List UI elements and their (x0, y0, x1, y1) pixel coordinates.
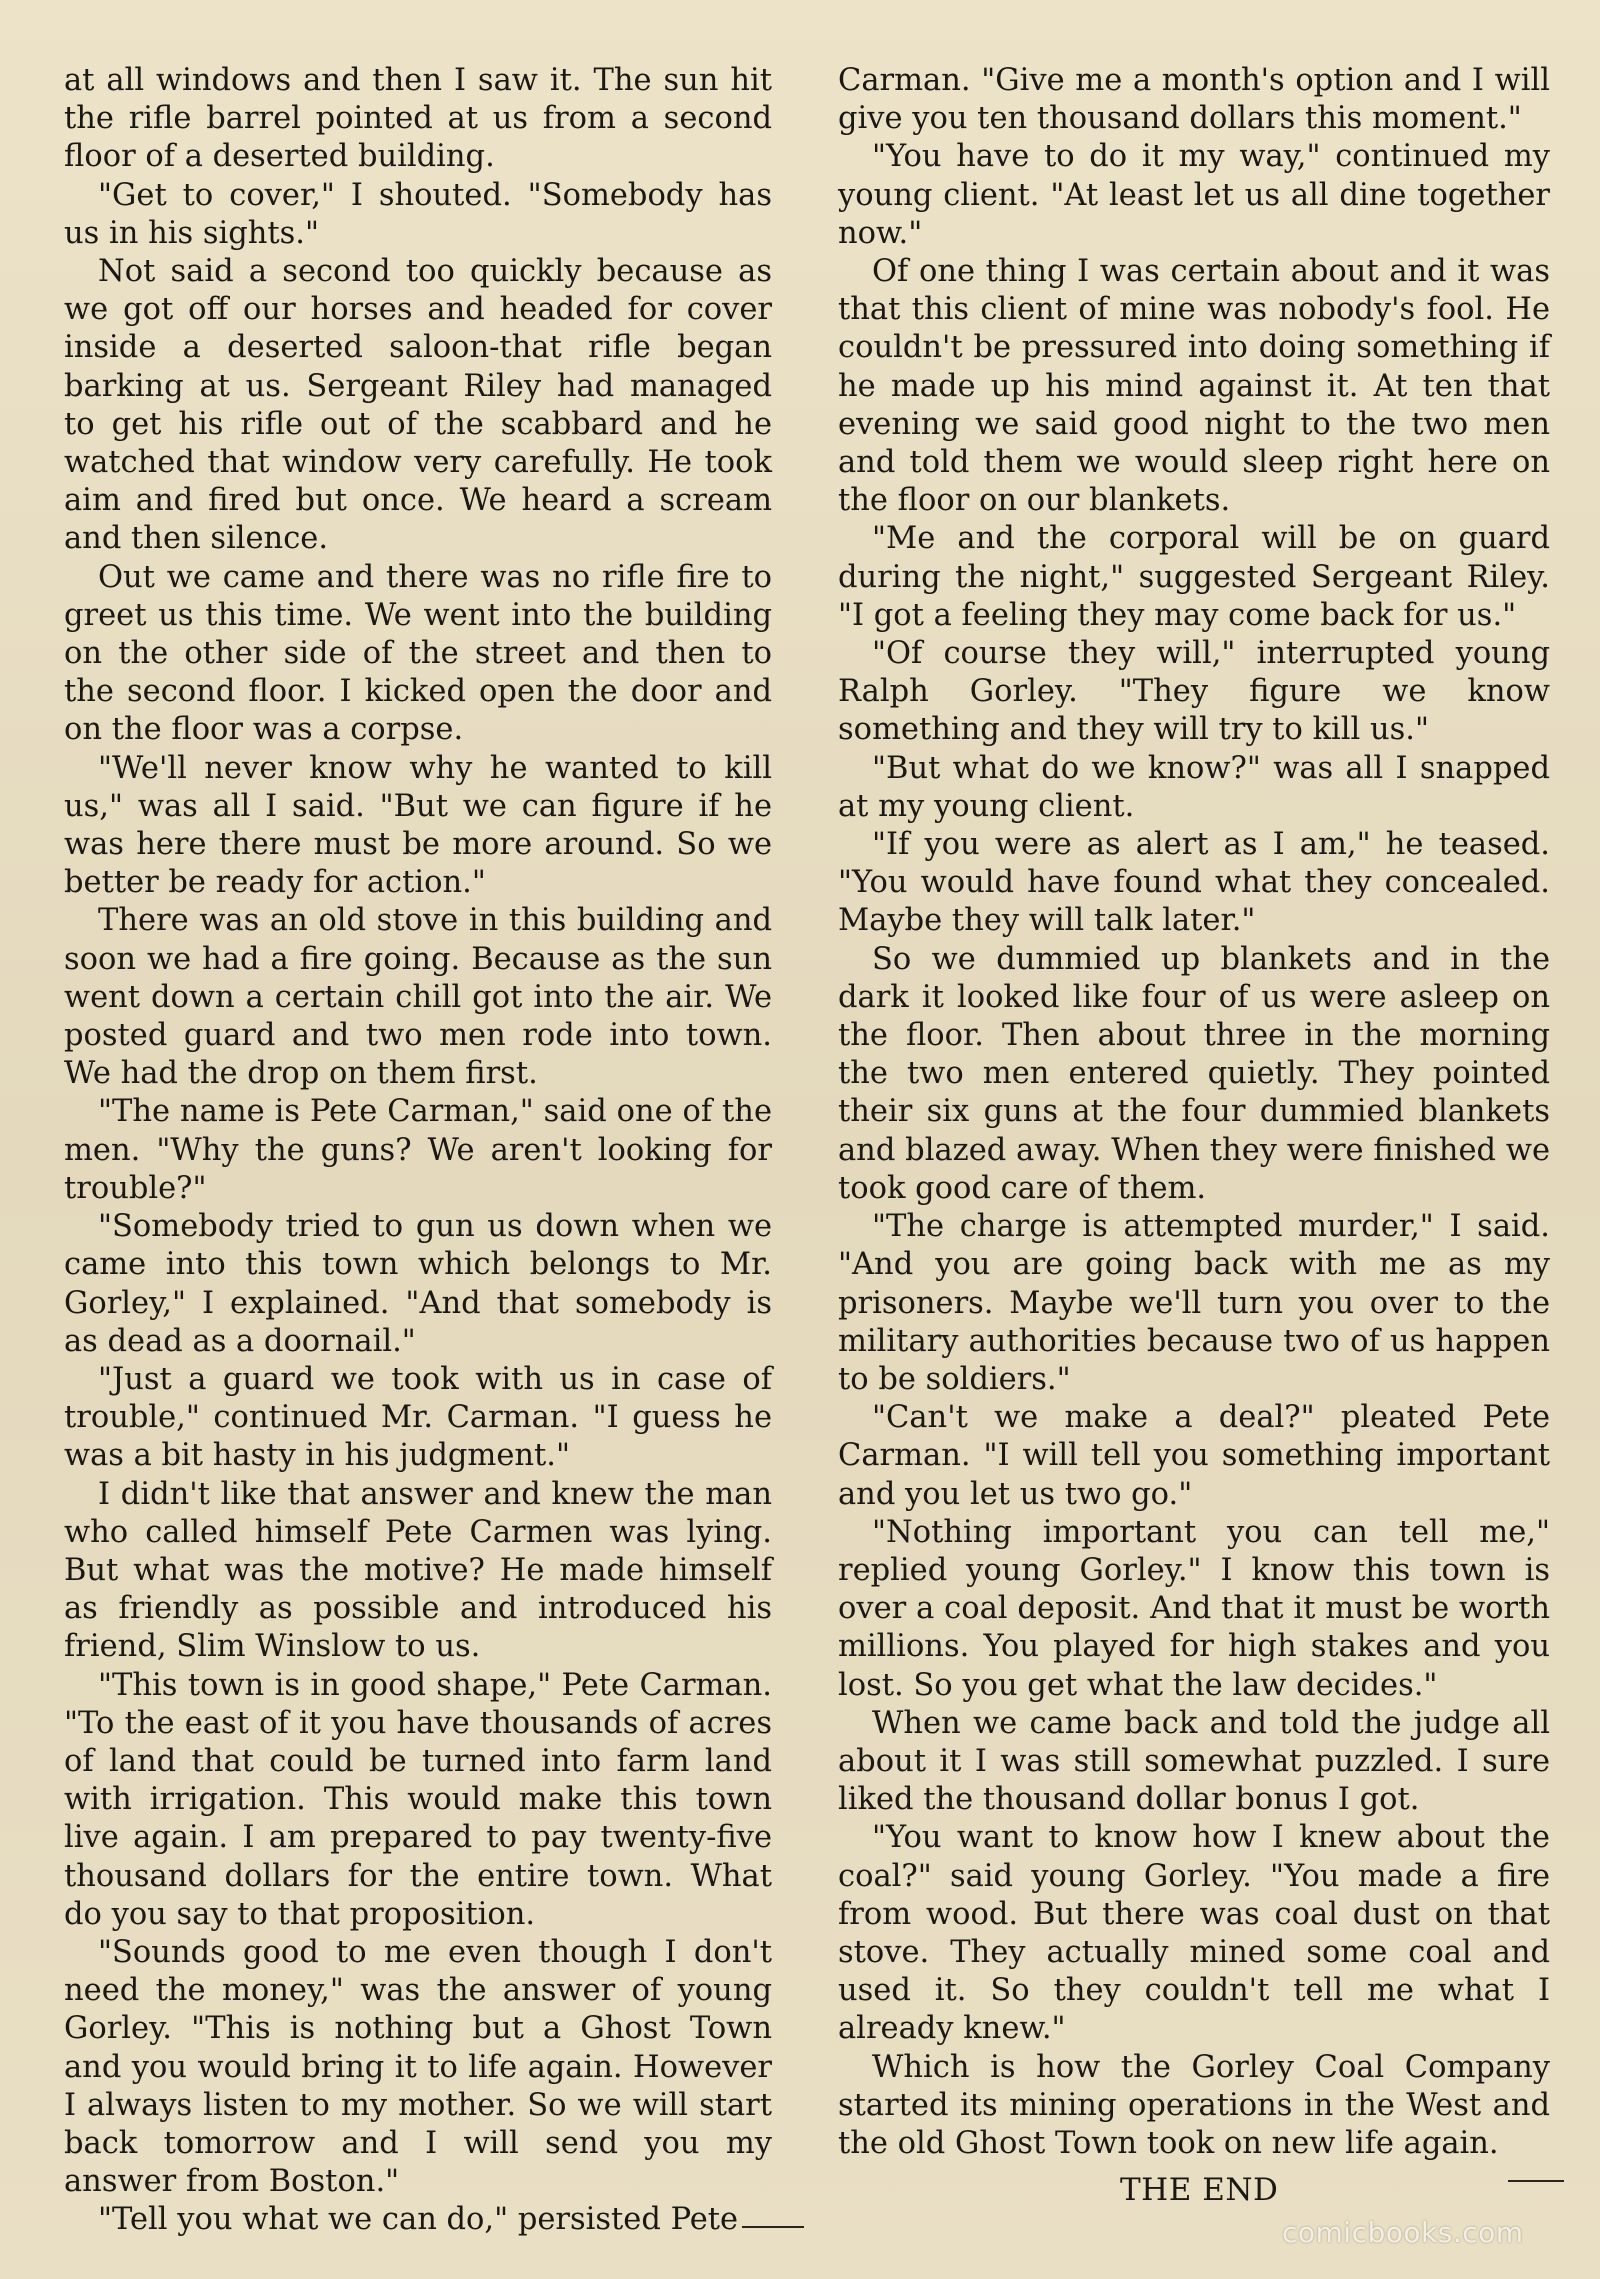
left-text-column (64, 62, 772, 2240)
end-flourish-right (1508, 2180, 1564, 2182)
paragraph: "But what do we know?" was all I snapped at my young client. (838, 750, 1550, 824)
paragraph: I didn't like that answer and knew the man who called himself Pete Carmen was lying. But what was the motive? He made himself as friendly as possible and introduced his friend, Slim Winslow to us. (64, 1476, 772, 1665)
paragraph: at all windows and then I saw it. The sun hit the rifle barrel pointed at us from a second floor of a deserted building. (64, 63, 772, 175)
paragraph: "Me and the corporal will be on guard during the night," suggested Sergeant Riley. "I got a feeling they may come back for us." (838, 521, 1550, 633)
watermark: comicbooks.com (1282, 2216, 1524, 2249)
the-end-label: THE END (1120, 2172, 1279, 2208)
paragraph: "We'll never know why he wanted to kill us," was all I said. "But we can figure if he was here there must be more around. So we better be ready for action." (64, 750, 772, 901)
paragraph: "The name is Pete Carman," said one of the men. "Why the guns? We aren't looking for trouble?" (64, 1094, 772, 1206)
paragraph: "This town is in good shape," Pete Carman. "To the east of it you have thousands of acres of land that could be turned into farm land with irrigation. This would make this town live again. I am prepared to pay twenty-five thousand dollars for the entire town. What do you say to that proposition. (64, 1667, 772, 1932)
right-text-column (838, 62, 1550, 2163)
paragraph: Not said a second too quickly because as we got off our horses and headed for cover inside a deserted saloon-that rifle began barking at us. Sergeant Riley had managed to get his rifle out of the scabbard and he watched that window very carefully. He took aim and fired but once. We heard a scream and then silence. (64, 254, 772, 557)
paragraph: "Nothing important you can tell me," replied young Gorley." I know this town is over a coal deposit. And that it must be worth millions. You played for high stakes and you lost. So you get what the law decides." (838, 1514, 1550, 1703)
paragraph: There was an old stove in this building and soon we had a fire going. Because as the sun went down a certain chill got into the air. We posted guard and two men rode into town. We had the drop on them first. (64, 903, 772, 1092)
paragraph: "The charge is attempted murder," I said. "And you are going back with me as my prisoners. Maybe we'll turn you over to the military authorities because two of us happen to be soldiers." (838, 1209, 1550, 1397)
paragraph: "Tell you what we can do," persisted Pete (98, 2202, 739, 2238)
paragraph: "Get to cover," I shouted. "Somebody has us in his sights." (64, 177, 772, 251)
end-flourish-left (742, 2226, 804, 2228)
paragraph: When we came back and told the judge all about it I was still somewhat puzzled. I sure liked the thousand dollar bonus I got. (838, 1705, 1550, 1818)
paragraph: "Sounds good to me even though I don't need the money," was the answer of young Gorley. "This is nothing but a Ghost Town and you would bring it to life again. However I always listen to my mother. So we will start back tomorrow and I will send you my answer from Boston." (64, 1934, 772, 2200)
paragraph: "If you were as alert as I am," he teased. "You would have found what they concealed. Maybe they will talk later." (838, 827, 1550, 939)
paragraph: "Just a guard we took with us in case of trouble," continued Mr. Carman. "I guess he was a bit hasty in his judgment." (64, 1361, 772, 1474)
paragraph: Of one thing I was certain about and it was that this client of mine was nobody's fool. He couldn't be pressured into doing something if he made up his mind against it. At ten that evening we said good night to the two men and told them we would sleep right here on the floor on our blankets. (838, 254, 1550, 519)
paragraph: "You have to do it my way," continued my young client. "At least let us all dine together now." (838, 139, 1550, 251)
paragraph: Which is how the Gorley Coal Company started its mining operations in the West and the old Ghost Town took on new life again. (838, 2049, 1550, 2161)
paragraph: "Can't we make a deal?" pleated Pete Carman. "I will tell you something important and you let us two go." (838, 1400, 1550, 1512)
paragraph: So we dummied up blankets and in the dark it looked like four of us were asleep on the floor. Then about three in the morning the two men entered quietly. They pointed their six guns at the four dummied blankets and blazed away. When they were finished we took good care of them. (838, 941, 1550, 1206)
paragraph: "Somebody tried to gun us down when we came into this town which belongs to Mr. Gorley," I explained. "And that somebody is as dead as a doornail." (64, 1209, 772, 1359)
paragraph: "You want to know how I knew about the coal?" said young Gorley. "You made a fire from wood. But there was coal dust on that stove. They actually mined some coal and used it. So they couldn't tell me what I already knew." (838, 1820, 1550, 2047)
paragraph: "Of course they will," interrupted young Ralph Gorley. "They figure we know something and they will try to kill us." (838, 636, 1550, 748)
paragraph: Carman. "Give me a month's option and I will give you ten thousand dollars this moment." (838, 63, 1550, 137)
paragraph: Out we came and there was no rifle fire to greet us this time. We went into the building on the other side of the street and then to the second floor. I kicked open the door and on the floor was a corpse. (64, 559, 772, 748)
